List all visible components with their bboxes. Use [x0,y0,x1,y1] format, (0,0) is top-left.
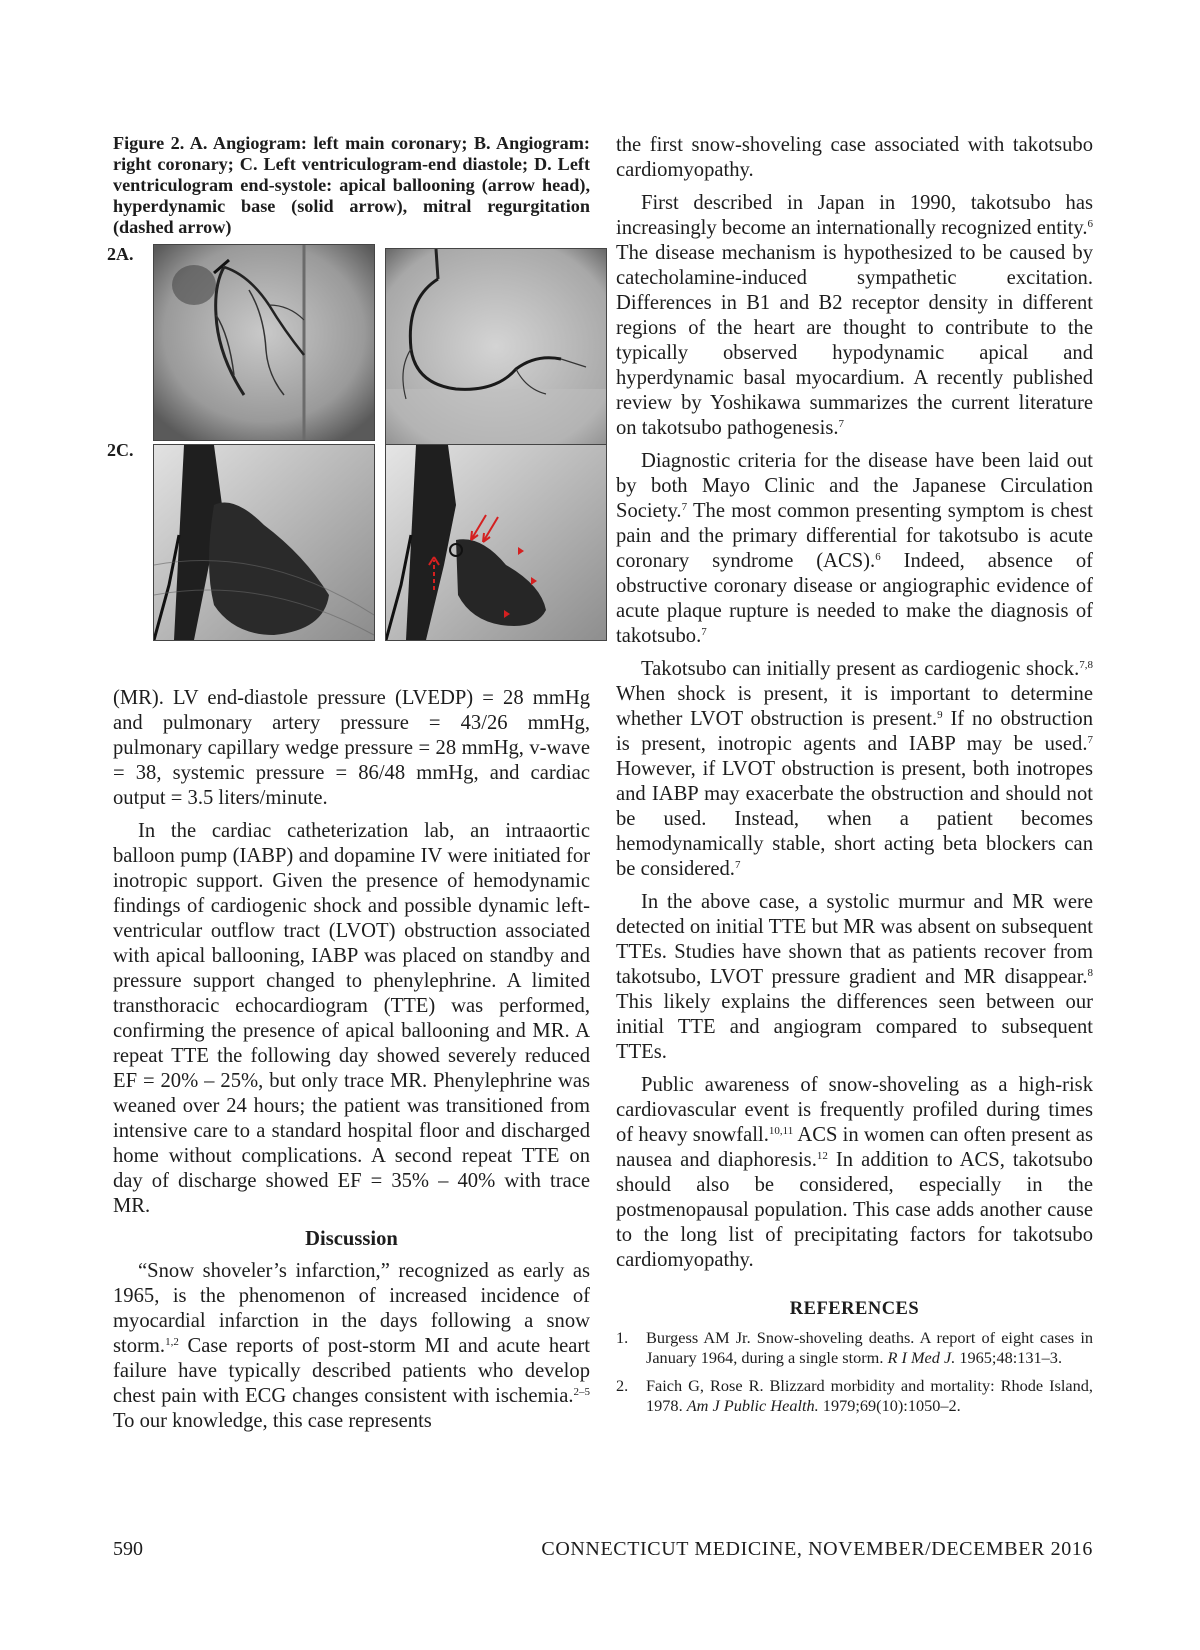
paragraph-catheterization: In the cardiac catheterization lab, an intraaortic balloon pump (IABP) and dopamine IV were initiated for inotropic support. Given the presence of hemodynamic findings of cardiogenic shock and possible dynamic left-ventricular outflow tract (LVOT) obstruction associated with apical ballooning, IABP was placed on standby and pressure support changed to phenylephrine. A limited transthoracic echocardiogram (TTE) was performed, confirming the presence of apical ballooning and MR. A repeat TTE the following day showed severely reduced EF = 20% – 25%, but only trace MR. Phenylephrine was weaned over 24 hours; the patient was transitioned from intensive care to a standard hospital floor and discharged home without complications. A second repeat TTE on day of discharge showed EF = 35% – 40% with trace MR. [113,820,590,1217]
paragraph-snow-shoveler: “Snow shoveler’s infarction,” recognized as early as 1965, is the phenomenon of increased incidence of myocardial infarction in the days following a snow storm.$^{1,2}$ Case reports of post-storm MI and acute heart failure have typically described patients who develop chest pain with ECG changes consistent with ischemia.$^{2-5}$ To our knowledge, this case represents [113,1260,590,1432]
left-column [107,133,590,1434]
panel-label-2a: 2A. [107,244,134,264]
reference-item: 2. Faich G, Rose R. Blizzard morbidity and mortality: Rhode Island, 1978. Am J Public Health. 1979;69(10):1050–2. [616,1376,1093,1415]
left-ventriculogram-end-diastole-image [153,444,375,641]
left-ventriculogram-end-systole-image [385,444,607,641]
paragraph-public-awareness: Public awareness of snow-shoveling as a high-risk cardiovascular event is frequently profiled during times of heavy snowfall.$^{10,11}$ ACS in women can often present as nausea and diaphoresis.$^{12}$ In addition to ACS, takotsubo should also be considered, especially in the postmenopausal population. This case adds another cause to the long list of precipitating factors for takotsubo cardiomyopathy. [616,1074,1094,1271]
angiogram-left-main-coronary-image [153,244,375,441]
discussion-heading: Discussion [305,1228,398,1250]
panel-label-2c: 2C. [107,440,134,460]
figure-caption: Figure 2. A. Angiogram: left main coronary; B. Angiogram: right coronary; C. Left ventriculogram-end diastole; D. Left ventriculogram end-systole: apical ballooning (arrow head), hyperdynamic base (solid arrow), mitral regurgitation (dashed arrow) [113,133,590,237]
paragraph-diagnostic-criteria: Diagnostic criteria for the disease have been laid out by both Mayo Clinic and the Japanese Circulation Society.$^7$ The most common presenting symptom is chest pain and the primary differential for takotsubo is acute coronary syndrome (ACS).$^6$ Indeed, absence of obstructive coronary disease or angiographic evidence of acute plaque rupture is needed to make the diagnosis of takotsubo.$^7$ [616,450,1093,647]
angiogram-right-coronary-image [385,248,607,445]
reference-item: 1. Burgess AM Jr. Snow-shoveling deaths. A report of eight cases in January 1964, during a single storm. R I Med J. 1965;48:131–3. [616,1328,1093,1367]
paragraph-first-case: the first snow-shoveling case associated with takotsubo cardiomyopathy. [616,134,1093,181]
right-column [616,133,1093,1424]
paragraph-first-described: First described in Japan in 1990, takotsubo has increasingly become an internationally recognized entity.$^6$ The disease mechanism is hypothesized to be caused by catecholamine-induced sympathetic excitation. Differences in B1 and B2 receptor density in different regions of the heart are thought to contribute to the typically observed hypodynamic apical and hyperdynamic basal myocardium. A recently published review by Yoshikawa summarizes the current literature on takotsubo pathogenesis.$^7$ [616,192,1093,439]
journal-name: CONNECTICUT MEDICINE, NOVEMBER/DECEMBER 2016 [541,1538,1093,1560]
paragraph-above-case: In the above case, a systolic murmur and MR were detected on initial TTE but MR was absent on subsequent TTEs. Studies have shown that as patients recover from takotsubo, LVOT pressure gradient and MR disappear.$^8$ This likely explains the differences seen between our initial TTE and angiogram compared to subsequent TTEs. [616,891,1093,1063]
references-list [616,1328,1093,1416]
paragraph-hemodynamics: (MR). LV end-diastole pressure (LVEDP) = 28 mmHg and pulmonary artery pressure = 43/26 mmHg, pulmonary capillary wedge pressure = 28 mmHg, v-wave = 38, systemic pressure = 86/48 mmHg, and cardiac output = 3.5 liters/minute. [113,687,590,809]
paragraph-cardiogenic-shock: Takotsubo can initially present as cardiogenic shock.$^{7,8}$ When shock is present, it is important to determine whether LVOT obstruction is present.$^9$ If no obstruction is present, inotropic agents and IABP may be used.$^7$ However, if LVOT obstruction is present, both inotropes and IABP may exacerbate the obstruction and should not be used. Instead, when a patient becomes hemodynamically stable, short acting beta blockers can be considered.$^7$ [616,658,1094,880]
page-number: 590 [113,1538,143,1560]
references-heading: REFERENCES [789,1299,920,1319]
figure-2 [107,244,590,686]
